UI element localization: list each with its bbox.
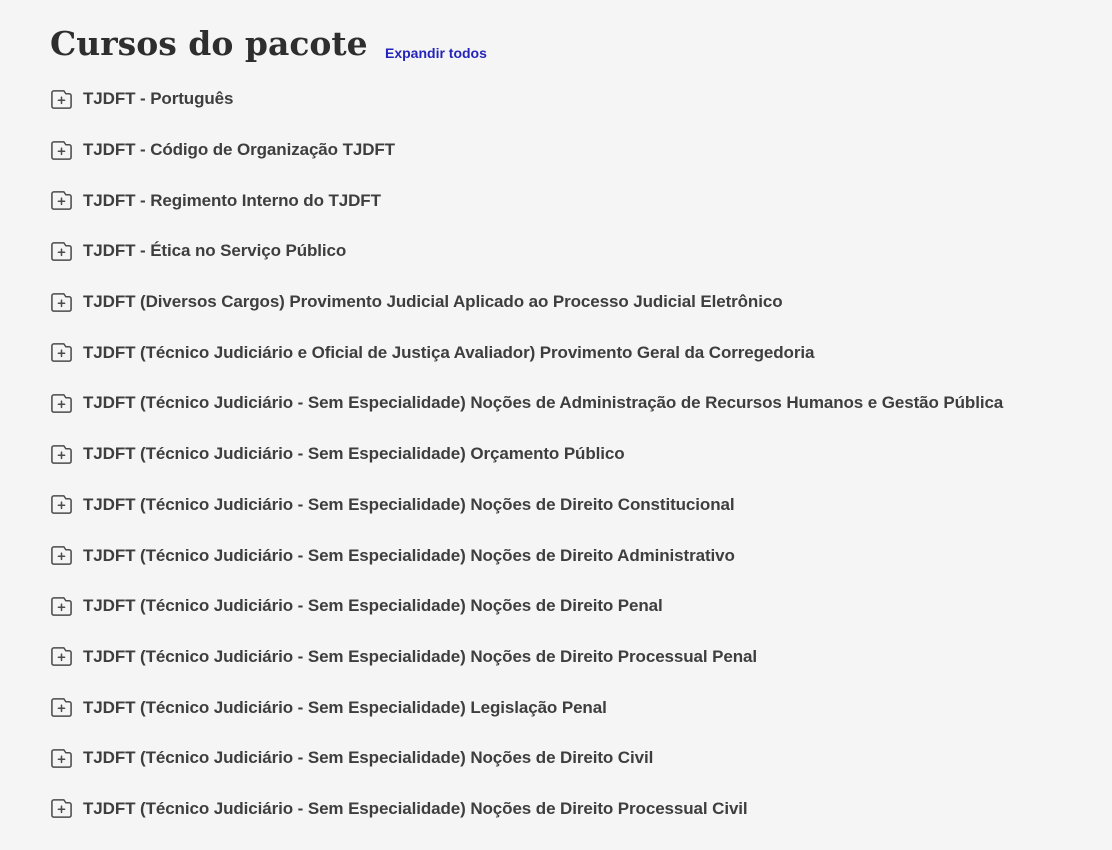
course-name[interactable]: TJDFT (Técnico Judiciário - Sem Especialidade) Noções de Direito Civil bbox=[83, 748, 654, 768]
course-row[interactable] bbox=[50, 429, 1092, 480]
course-row[interactable] bbox=[50, 784, 1092, 835]
folder-plus-icon[interactable] bbox=[50, 493, 73, 516]
course-name[interactable]: TJDFT - Código de Organização TJDFT bbox=[83, 140, 395, 160]
folder-plus-icon[interactable] bbox=[50, 392, 73, 415]
course-row[interactable] bbox=[50, 530, 1092, 581]
section-header bbox=[50, 25, 1092, 64]
course-row[interactable] bbox=[50, 327, 1092, 378]
course-name[interactable]: TJDFT (Técnico Judiciário - Sem Especialidade) Orçamento Público bbox=[83, 444, 625, 464]
course-name[interactable]: TJDFT - Português bbox=[83, 89, 234, 109]
course-name[interactable]: TJDFT (Técnico Judiciário - Sem Especialidade) Noções de Direito Processual Penal bbox=[83, 646, 758, 666]
folder-plus-icon[interactable] bbox=[50, 696, 73, 719]
folder-plus-icon[interactable] bbox=[50, 797, 73, 820]
course-name[interactable]: TJDFT (Técnico Judiciário - Sem Especialidade) Legislação Penal bbox=[83, 697, 607, 717]
course-name[interactable]: TJDFT - Ética no Serviço Público bbox=[83, 241, 347, 261]
course-row[interactable] bbox=[50, 581, 1092, 632]
folder-plus-icon[interactable] bbox=[50, 189, 73, 212]
folder-plus-icon[interactable] bbox=[50, 645, 73, 668]
folder-plus-icon[interactable] bbox=[50, 291, 73, 314]
folder-plus-icon[interactable] bbox=[50, 443, 73, 466]
course-row[interactable] bbox=[50, 480, 1092, 531]
folder-plus-icon[interactable] bbox=[50, 595, 73, 618]
course-name[interactable]: TJDFT (Técnico Judiciário - Sem Especialidade) Noções de Direito Administrativo bbox=[83, 545, 735, 565]
course-name[interactable]: TJDFT (Técnico Judiciário - Sem Especialidade) Noções de Direito Constitucional bbox=[83, 494, 735, 514]
course-name[interactable]: TJDFT (Técnico Judiciário - Sem Especialidade) Noções de Direito Penal bbox=[83, 596, 663, 616]
course-row[interactable] bbox=[50, 125, 1092, 176]
course-name[interactable]: TJDFT (Técnico Judiciário - Sem Especialidade) Noções de Direito Processual Civil bbox=[83, 798, 748, 818]
course-list bbox=[50, 74, 1092, 834]
course-name[interactable]: TJDFT (Técnico Judiciário - Sem Especialidade) Noções de Administração de Recursos Humanos e Gestão Pública bbox=[83, 393, 1004, 413]
folder-plus-icon[interactable] bbox=[50, 747, 73, 770]
course-row[interactable] bbox=[50, 226, 1092, 277]
folder-plus-icon[interactable] bbox=[50, 544, 73, 567]
expand-all-link[interactable]: Expandir todos bbox=[385, 45, 487, 61]
course-row[interactable] bbox=[50, 378, 1092, 429]
folder-plus-icon[interactable] bbox=[50, 88, 73, 111]
course-row[interactable] bbox=[50, 74, 1092, 125]
course-row[interactable] bbox=[50, 733, 1092, 784]
page-title: Cursos do pacote bbox=[50, 24, 368, 63]
course-name[interactable]: TJDFT (Diversos Cargos) Provimento Judicial Aplicado ao Processo Judicial Eletrônico bbox=[83, 292, 783, 312]
course-name[interactable]: TJDFT (Técnico Judiciário e Oficial de Justiça Avaliador) Provimento Geral da Corregedoria bbox=[83, 342, 815, 362]
folder-plus-icon[interactable] bbox=[50, 240, 73, 263]
course-row[interactable] bbox=[50, 682, 1092, 733]
course-row[interactable] bbox=[50, 175, 1092, 226]
course-name[interactable]: TJDFT - Regimento Interno do TJDFT bbox=[83, 190, 381, 210]
course-row[interactable] bbox=[50, 277, 1092, 328]
folder-plus-icon[interactable] bbox=[50, 341, 73, 364]
course-row[interactable] bbox=[50, 632, 1092, 683]
folder-plus-icon[interactable] bbox=[50, 139, 73, 162]
